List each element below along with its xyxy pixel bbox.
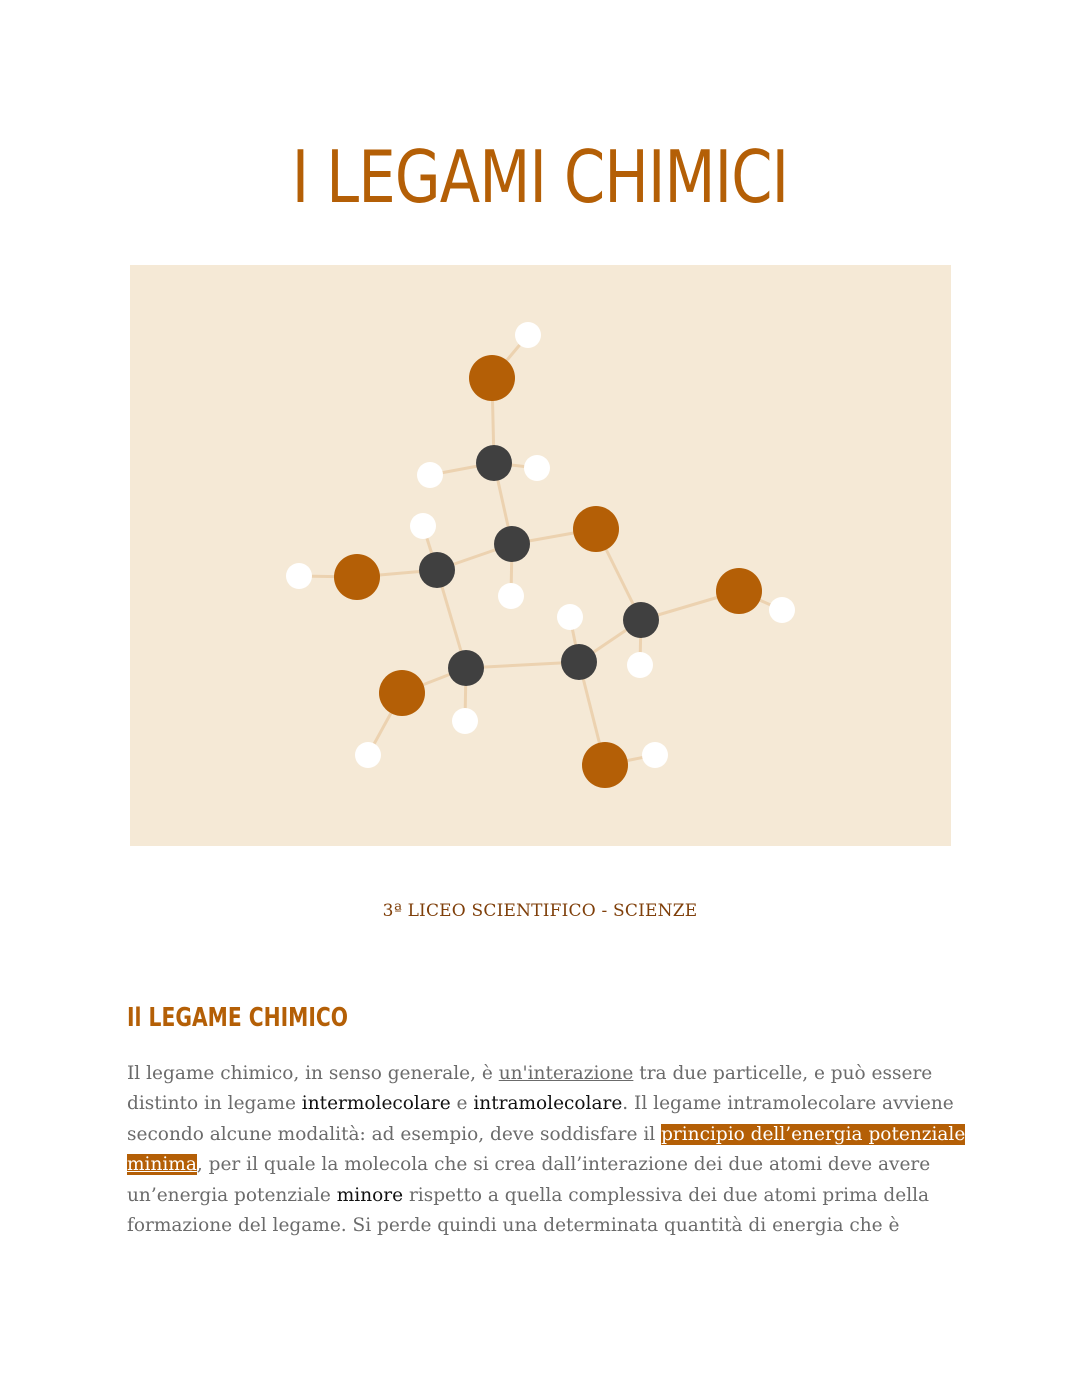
hydrogen-atom [515, 322, 541, 348]
carbon-atom [561, 644, 597, 680]
hydrogen-atom [498, 583, 524, 609]
hydrogen-atom [769, 597, 795, 623]
oxygen-atom [379, 670, 425, 716]
carbon-atom [419, 552, 455, 588]
carbon-atom [476, 445, 512, 481]
highlighted-term: principio dell’energia potenziale [661, 1123, 966, 1145]
emphasized-term: intramolecolare [473, 1093, 623, 1115]
hydrogen-atom [627, 652, 653, 678]
molecule-illustration [130, 265, 951, 846]
oxygen-atom [469, 355, 515, 401]
molecule-bonds [299, 335, 782, 765]
hydrogen-atom [557, 604, 583, 630]
hydrogen-atom [524, 455, 550, 481]
hydrogen-atom [452, 708, 478, 734]
paragraph-line: un’energia potenziale minore rispetto a quella complessiva dei due atomi prima della [127, 1184, 930, 1206]
oxygen-atom [716, 568, 762, 614]
molecule-atoms [286, 322, 795, 788]
carbon-atom [623, 602, 659, 638]
oxygen-atom [573, 506, 619, 552]
emphasized-term: intermolecolare [301, 1093, 451, 1115]
hydrogen-atom [355, 742, 381, 768]
paragraph-line: formazione del legame. Si perde quindi una determinata quantità di energia che è [127, 1215, 900, 1237]
oxygen-atom [334, 554, 380, 600]
highlighted-term: minima [127, 1154, 197, 1176]
document-title: I LEGAMI CHIMICI [291, 135, 789, 219]
carbon-atom [494, 526, 530, 562]
emphasized-term: minore [336, 1184, 404, 1206]
carbon-atom [448, 650, 484, 686]
hydrogen-atom [286, 563, 312, 589]
hydrogen-atom [417, 462, 443, 488]
hydrogen-atom [642, 742, 668, 768]
section-heading: Il LEGAME CHIMICO [127, 1003, 349, 1033]
paragraph-line: Il legame chimico, in senso generale, è un'interazione tra due particelle, e può essere [127, 1063, 933, 1084]
molecule-diagram [130, 265, 951, 846]
body-paragraph [127, 1059, 966, 1241]
paragraph-line: distinto in legame intermolecolare e intramolecolare. Il legame intramolecolare avviene [127, 1093, 954, 1115]
document-subtitle: 3ª LICEO SCIENTIFICO - SCIENZE [382, 901, 698, 921]
oxygen-atom [582, 742, 628, 788]
underlined-term: un'interazione [498, 1063, 634, 1084]
paragraph-line: minima, per il quale la molecola che si crea dall’interazione dei due atomi deve avere [127, 1154, 931, 1176]
paragraph-line: secondo alcune modalità: ad esempio, deve soddisfare il principio dell’energia potenziale [127, 1123, 966, 1145]
hydrogen-atom [410, 513, 436, 539]
